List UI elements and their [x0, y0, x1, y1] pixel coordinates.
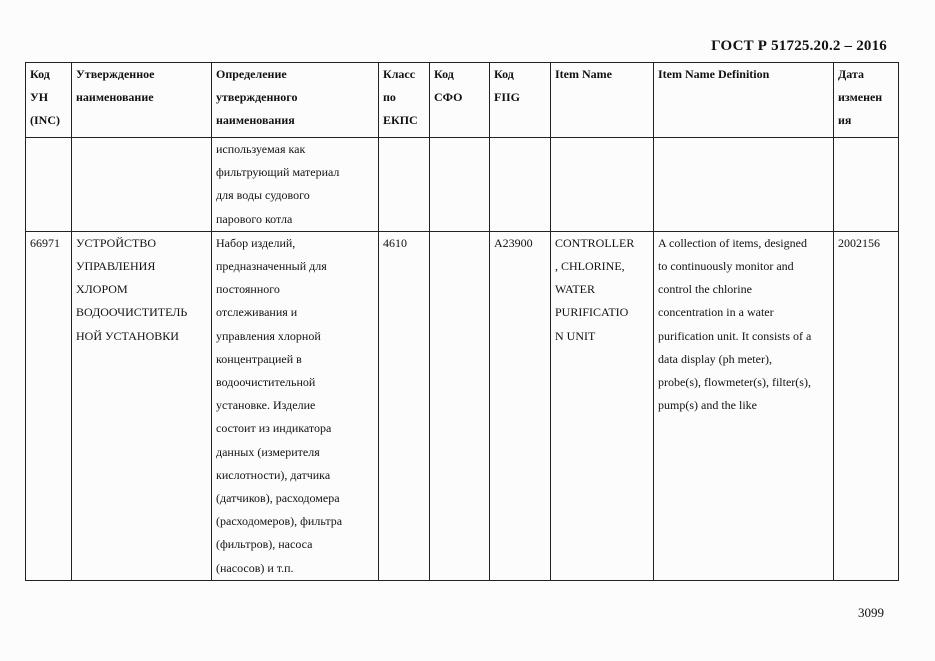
- col-header-item-name: Item Name: [551, 63, 654, 138]
- cell-item-name-definition: A collection of items, designed to continuously monitor and control the chlorine concentration in a water purification unit. It consists of a data display (ph meter), probe(s), flowmeter(s), filter(s), pump(s) and the like: [654, 231, 834, 580]
- cell-code-sfo: [430, 138, 490, 232]
- col-header-inc: Код УН (INC): [26, 63, 72, 138]
- table-row: [26, 138, 899, 232]
- cell-inc: [26, 138, 72, 232]
- table-header-row: [26, 63, 899, 138]
- cell-item-name: CONTROLLER , CHLORINE, WATER PURIFICATIO N UNIT: [551, 231, 654, 580]
- cell-inc: 66971: [26, 231, 72, 580]
- cell-class-ekps: [379, 138, 430, 232]
- page-number: 3099: [858, 605, 884, 620]
- cell-code-sfo: [430, 231, 490, 580]
- cell-definition: используемая как фильтрующий материал для воды судового парового котла: [212, 138, 379, 232]
- cell-class-ekps: 4610: [379, 231, 430, 580]
- cell-item-name-definition: [654, 138, 834, 232]
- cell-item-name: [551, 138, 654, 232]
- cell-definition: Набор изделий, предназначенный для постоянного отслеживания и управления хлорной концентрацией в водоочистительной установке. Изделие состоит из индикатора данных (измерителя кислотности), датчика (датчиков), расходомера (расходомеров), фильтра (фильтров), насоса (насосов) и т.п.: [212, 231, 379, 580]
- table-row: [26, 231, 899, 580]
- catalog-table: [25, 62, 899, 581]
- col-header-approved-name: Утвержденное наименование: [72, 63, 212, 138]
- cell-code-fiig: [490, 138, 551, 232]
- document-header: ГОСТ Р 51725.20.2 – 2016: [711, 38, 887, 54]
- cell-change-date: 2002156: [834, 231, 899, 580]
- cell-change-date: [834, 138, 899, 232]
- cell-approved-name: УСТРОЙСТВО УПРАВЛЕНИЯ ХЛОРОМ ВОДООЧИСТИТЕЛЬ НОЙ УСТАНОВКИ: [72, 231, 212, 580]
- col-header-change-date: Дата изменен ия: [834, 63, 899, 138]
- col-header-class-ekps: Класс по ЕКПС: [379, 63, 430, 138]
- col-header-code-sfo: Код СФО: [430, 63, 490, 138]
- col-header-code-fiig: Код FIIG: [490, 63, 551, 138]
- cell-approved-name: [72, 138, 212, 232]
- cell-code-fiig: A23900: [490, 231, 551, 580]
- col-header-item-name-definition: Item Name Definition: [654, 63, 834, 138]
- col-header-definition: Определение утвержденного наименования: [212, 63, 379, 138]
